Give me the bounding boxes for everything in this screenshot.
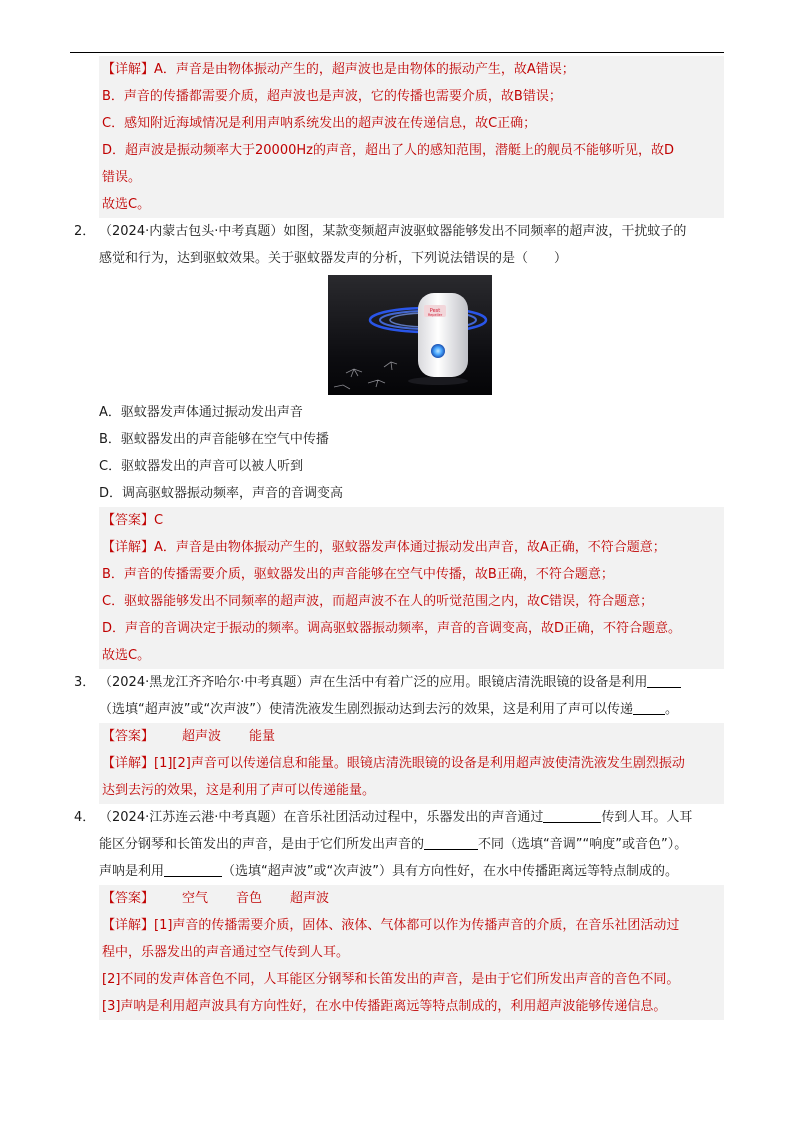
answer-blank [633,700,665,715]
detail-label: 【详解】 [102,540,155,555]
q2-stem-line-2: 感觉和行为，达到驱蚊效果。关于驱蚊器发声的分析，下列说法错误的是（ ） [99,251,568,266]
q1-detail-line-b: B．声音的传播都需要介质，超声波也是声波，它的传播也需要介质，故B错误； [102,89,562,104]
q4-stem-line-1 [99,804,724,831]
question-number: 3． [74,675,96,690]
question-3 [70,669,724,723]
header-rule [70,52,724,53]
q2-option-d: D．调高驱蚊器振动频率，声音的音调变高 [99,486,344,501]
q2-option-c: C．驱蚊器发出的声音可以被人听到 [99,459,304,474]
q4-detail-line-a [102,912,721,939]
q4-answer-3: 超声波 [290,891,330,906]
q2-detail-line-d: D．声音的音调决定于振动的频率。调高驱蚊器振动频率，声音的音调变高，故D正确，不符合题意。 [102,621,682,636]
q2-answer-value: C [154,513,164,528]
q3-detail-line-b: 达到去污的效果，这是利用了声可以传递能量。 [102,783,376,798]
q3-stem-end: 。 [664,702,678,717]
q4-stem-text-2b: 不同（选填“音调”“响度”或音色”）。 [478,837,688,852]
answer-blank [164,862,222,877]
q4-detail-line-d: [3]声呐是利用超声波具有方向性好，在水中传播距离远等特点制成的，利用超声波能够传递信息。 [102,999,667,1014]
q2-detail-text: A．声音是由物体振动产生的，驱蚊器发声体通过振动发出声音，故A正确，不符合题意； [154,540,666,555]
q4-detail-line-c: [2]不同的发声体音色不同，人耳能区分钢琴和长笛发出的声音，是由于它们所发出声音的音色不同。 [102,972,680,987]
q4-answer-box [99,885,724,1020]
answer-label: 【答案】 [102,729,155,744]
q4-answer-line [102,885,721,912]
q1-detail-box [99,56,724,218]
mosquito-repeller-image [328,275,492,395]
q3-detail-line-a [102,750,721,777]
q2-detail-line-b: B．声音的传播需要介质，驱蚊器发出的声音能够在空气中传播，故B正确，不符合题意； [102,567,614,582]
q4-stem-line-2 [99,831,724,858]
q2-answer-line [102,507,721,534]
question-number: 4． [74,810,96,825]
q2-answer-box [99,507,724,669]
detail-label: 【详解】 [102,62,155,77]
q3-answer-line [102,723,721,750]
q3-stem-line-1 [99,669,724,696]
q1-conclusion: 故选C。 [102,197,151,212]
device-logo-text-1: Pest [429,308,441,314]
q3-answer-2: 能量 [249,729,276,744]
q4-stem-text-3a: 声呐是利用 [99,864,165,879]
q4-detail-line-b: 程中，乐器发出的声音通过空气传到人耳。 [102,945,350,960]
page-content [70,56,724,1020]
q4-stem-text-1a: （2024·江苏连云港·中考真题）在音乐社团活动过程中，乐器发出的声音通过 [99,810,544,825]
question-number: 2． [74,224,96,239]
q3-answer-box [99,723,724,804]
answer-label: 【答案】 [102,513,155,528]
q4-answer-1: 空气 [182,891,209,906]
q4-detail-text: [1]声音的传播需要介质，固体、液体、气体都可以作为传播声音的介质，在音乐社团活动过 [154,918,680,933]
q4-stem-text-2a: 能区分钢琴和长笛发出的声音，是由于它们所发出声音的 [99,837,425,852]
answer-blank [543,808,601,823]
q2-stem-line-1: （2024·内蒙古包头·中考真题）如图，某款变频超声波驱蚊器能够发出不同频率的超声波，干扰蚊子的 [99,224,687,239]
q3-stem-text-2: （选填“超声波”或“次声波”）使清洗液发生剧烈振动达到去污的效果，这是利用了声可以传递 [99,702,633,717]
q4-stem-text-3b: （选填“超声波”或“次声波”）具有方向性好，在水中传播距离远等特点制成的。 [222,864,678,879]
q2-option-a: A．驱蚊器发声体通过振动发出声音 [99,405,303,420]
q3-answer-1: 超声波 [182,729,222,744]
answer-label: 【答案】 [102,891,155,906]
repeller-illustration [328,275,492,395]
q2-detail-line-a [102,534,721,561]
answer-blank [647,673,681,688]
question-2 [70,218,724,272]
q1-detail-line-d: D．超声波是振动频率大于20000Hz的声音，超出了人的感知范围，潜艇上的舰员不能够听见，故D [102,143,674,158]
q2-conclusion: 故选C。 [102,648,151,663]
question-4 [70,804,724,885]
q1-detail-line-d-cont: 错误。 [102,170,142,185]
q4-stem-text-1b: 传到人耳。人耳 [601,810,693,825]
q1-detail-line-a [102,56,721,83]
answer-blank [424,835,478,850]
q3-stem-line-2 [99,696,724,723]
device-logo-text-2: Repeller [427,313,443,317]
q4-answer-2: 音色 [236,891,263,906]
q2-detail-line-c: C．驱蚊器能够发出不同频率的超声波，而超声波不在人的听觉范围之内，故C错误，符合题意； [102,594,654,609]
q2-option-b: B．驱蚊器发出的声音能够在空气中传播 [99,432,329,447]
q1-detail-text: A．声音是由物体振动产生的，超声波也是由物体的振动产生，故A错误； [154,62,575,77]
q4-stem-line-3 [99,858,724,885]
detail-label: 【详解】 [102,756,155,771]
detail-label: 【详解】 [102,918,155,933]
q3-detail-text: [1][2]声音可以传递信息和能量。眼镜店清洗眼镜的设备是利用超声波使清洗液发生剧烈振动 [154,756,685,771]
q1-detail-line-c: C．感知附近海域情况是利用声呐系统发出的超声波在传递信息，故C正确； [102,116,537,131]
q3-stem-text-1: （2024·黑龙江齐齐哈尔·中考真题）声在生活中有着广泛的应用。眼镜店清洗眼镜的设备是利用 [99,675,648,690]
